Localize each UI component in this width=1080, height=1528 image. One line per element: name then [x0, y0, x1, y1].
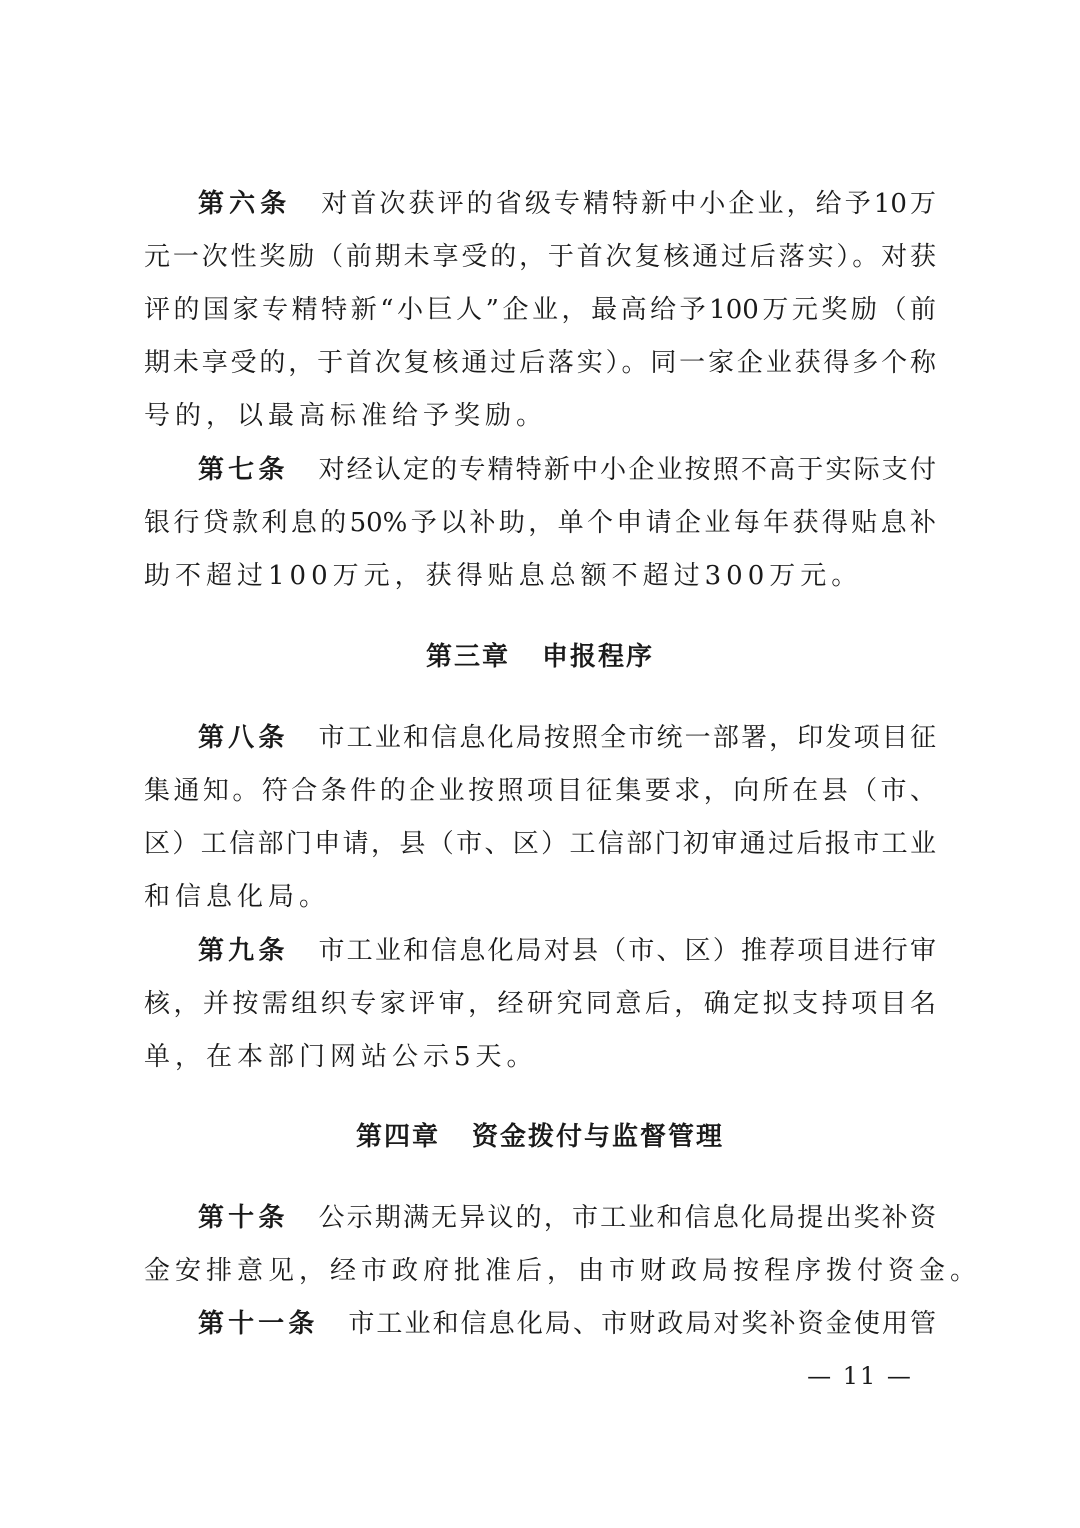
article-8-line-2: 集通知。符合条件的企业按照项目征集要求，向所在县（市、 [144, 776, 936, 806]
chapter-3-number: 第三章 [425, 642, 510, 672]
article-7-line-1: 第七条 对经认定的专精特新中小企业按照不高于实际支付 [198, 455, 936, 485]
article-8-line-3: 区）工信部门申请，县（市、区）工信部门初审通过后报市工业 [144, 829, 936, 859]
article-8-line-1: 第八条 市工业和信息化局按照全市统一部署，印发项目征 [198, 723, 936, 753]
article-7-line-3: 助不超过100万元，获得贴息总额不超过300万元。 [144, 561, 863, 591]
page-number: — 11 — [807, 1362, 913, 1390]
article-6-line-4: 期未享受的，于首次复核通过后落实）。同一家企业获得多个称 [144, 348, 936, 378]
chapter-4-number: 第四章 [355, 1122, 440, 1152]
article-9-line-3: 单，在本部门网站公示5天。 [144, 1042, 538, 1072]
article-6-line-5: 号的，以最高标准给予奖励。 [144, 401, 548, 431]
article-11-heading: 第十一条 [198, 1309, 319, 1339]
article-9-line-1: 第九条 市工业和信息化局对县（市、区）推荐项目进行审 [198, 936, 936, 966]
article-8-line-4: 和信息化局。 [144, 882, 331, 912]
article-11-line-1: 第十一条 市工业和信息化局、市财政局对奖补资金使用管 [198, 1309, 936, 1339]
article-7-heading: 第七条 [198, 455, 289, 485]
article-6-line-1: 第六条 对首次获评的省级专精特新中小企业，给予10万 [198, 189, 936, 219]
article-10-heading: 第十条 [198, 1203, 289, 1233]
article-7-line-2: 银行贷款利息的50%予以补助，单个申请企业每年获得贴息补 [144, 508, 936, 538]
chapter-4-title: 资金拨付与监督管理 [472, 1122, 725, 1152]
article-9-line-2: 核，并按需组织专家评审，经研究同意后，确定拟支持项目名 [144, 989, 936, 1019]
chapter-4-heading [0, 1117, 1080, 1157]
article-10-line-1: 第十条 公示期满无异议的，市工业和信息化局提出奖补资 [198, 1203, 936, 1233]
article-8-heading: 第八条 [198, 723, 289, 753]
chapter-3-heading [0, 637, 1080, 677]
article-6-line-2: 元一次性奖励（前期未享受的，于首次复核通过后落实）。对获 [144, 242, 936, 272]
article-6-heading: 第六条 [198, 189, 292, 219]
article-10-line-2: 金安排意见，经市政府批准后，由市财政局按程序拨付资金。 [144, 1256, 982, 1286]
article-9-heading: 第九条 [198, 936, 289, 966]
chapter-3-title: 申报程序 [542, 642, 655, 672]
article-6-line-3: 评的国家专精特新“小巨人”企业，最高给予100万元奖励（前 [144, 295, 936, 325]
